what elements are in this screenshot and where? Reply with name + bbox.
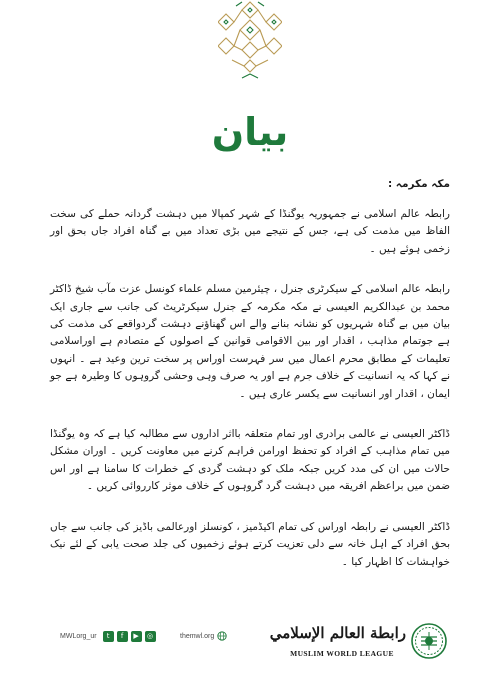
youtube-icon[interactable]: ▶: [131, 631, 142, 642]
paragraph-3: ڈاکٹر العیسی نے عالمی برادری اور تمام متعلقہ بااثر اداروں سے مطالبہ کیا ہے کہ وہ یوگنڈا میں تمام مذاہب کے افراد کو تحفظ اورامن فراہم کرنے میں معاونت کریں ۔ اوران مشکل حالات میں ان کی مدد کریں جبکہ ملک کو دہشت گردی کے خطرات کا سامنا ہے اور اس ضمن میں براعظم افریقہ میں دہشت گرد گروہوں کے خلاف موثر کارروائی کریں ۔: [50, 428, 450, 493]
globe-icon: [217, 631, 227, 641]
page-title: بیان: [211, 110, 289, 154]
mwl-emblem-icon: [410, 622, 448, 660]
paragraph-4: ڈاکٹر العیسی نے رابطہ اوراس کی تمام اکیڈمیز ، کونسلز اورعالمی باڈیز کی جانب سے جاں بحق افراد کے اہل خانہ سے دلی تعزیت کرتے ہوئے زخمیوں کی جلد صحت یابی کے لئے نیک خواہشات کا اظہار کیا ۔: [50, 520, 450, 568]
paragraph-1: رابطہ عالم اسلامی نے جمہوریہ یوگنڈا کے شہر کمپالا میں دہشت گردانہ حملے کی سخت الفاظ میں مذمت کی ہے، جس کے نتیجے میں بڑی تعداد میں بے گناہ افراد جاں بحق اور زخمی ہوئے ہیں ۔: [50, 208, 450, 255]
geometric-pattern-icon: [218, 0, 282, 82]
paragraph-2: رابطہ عالم اسلامی کے سیکرٹری جنرل ، چیئرمین مسلم علماء کونسل عزت مآب شیخ ڈاکٹر محمد بن عبدالکریم العیسی نے مکہ مکرمہ کے جنرل سیکرٹریٹ کی جانب سے جاری ایک بیان میں بے گناہ شہریوں کو نشانہ بنانے والے اس گھناؤنے دہشت گردواقعے کی مذمت کی ہے جوتمام مذاہب ، اقدار اور بین الاقوامی قوانین کے اصولوں کے متصادم ہے اوراسلامی تعلیمات کے مطابق محرم اعمال میں سر فہرست اوراس پر سخت ترین وعید ہے ۔ انہوں نے کہا کہ یہ انسانیت کے خلاف جرم ہے اور یہ صرف وہی وحشی گروہوں کا وطیرہ ہے جو ایمان ، اقدار اور انسانیت سے یکسر عاری ہیں ۔: [50, 283, 450, 400]
website-link[interactable]: [180, 629, 227, 643]
social-handle[interactable]: MWLorg_ur: [60, 632, 97, 640]
twitter-icon[interactable]: t: [103, 631, 114, 642]
facebook-icon[interactable]: f: [117, 631, 128, 642]
logo-english-text: MUSLIM WORLD LEAGUE: [290, 649, 394, 658]
website-text[interactable]: themwl.org: [180, 632, 215, 640]
statement-body: [50, 176, 450, 594]
mwl-logo: [269, 618, 448, 666]
logo-arabic-text: رابطة العالم الإسلامي: [269, 624, 406, 642]
social-links: [60, 629, 156, 643]
dateline: مکہ مکرمہ :: [387, 178, 450, 190]
instagram-icon[interactable]: ◎: [145, 631, 156, 642]
